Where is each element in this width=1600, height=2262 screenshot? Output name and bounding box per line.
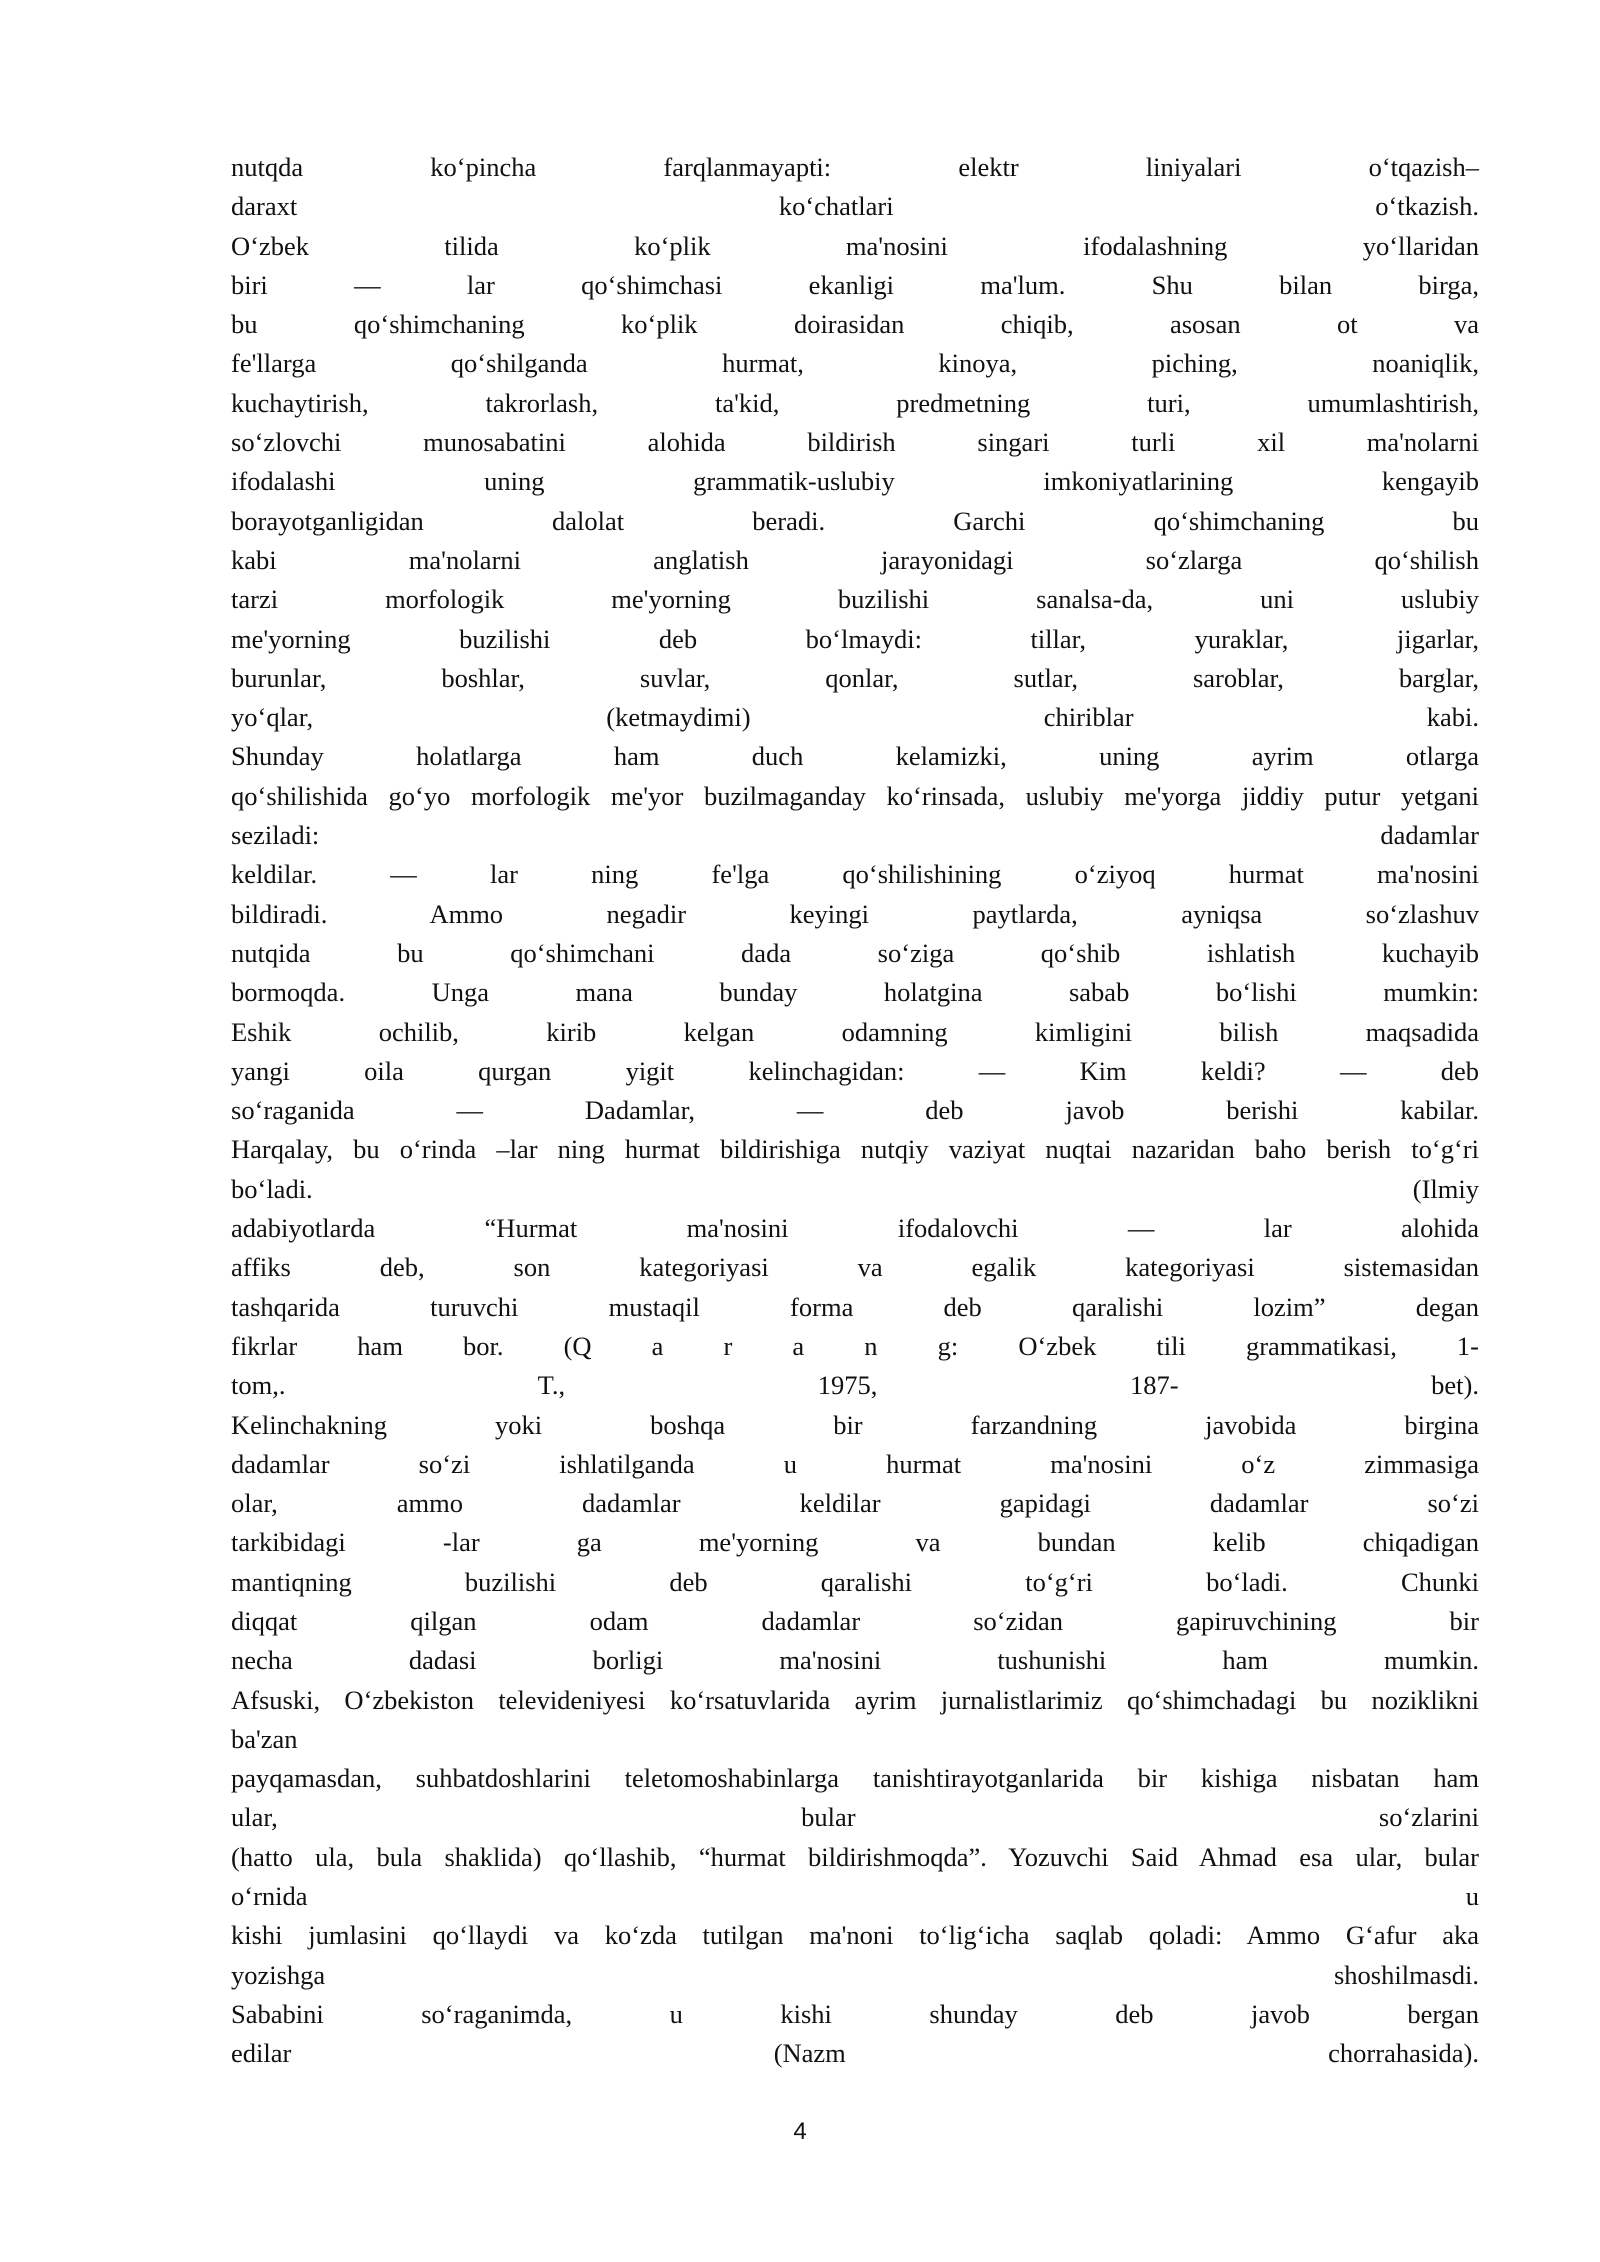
text-line: kuchaytirish, takrorlash, ta'kid, predmetning turi, umumlashtirish,: [231, 387, 1479, 418]
text-line: dadamlar so‘zi ishlatilganda u hurmat ma'nosini o‘z zimmasiga: [231, 1448, 1479, 1479]
text-line: tashqarida turuvchi mustaqil forma deb qaralishi lozim” degan: [231, 1291, 1479, 1322]
text-line: (hatto ula, bula shaklida) qo‘llashib, “hurmat bildirishmoqda”. Yozuvchi Said Ahmad esa ular, bular: [231, 1841, 1479, 1872]
text-line: fe'llarga qo‘shilganda hurmat, kinoya, piching, noaniqlik,: [231, 348, 1479, 379]
text-line: O‘zbek tilida ko‘plik ma'nosini ifodalashning yo‘llaridan: [231, 230, 1479, 261]
text-line: nutqda ko‘pincha farqlanmayapti: elektr liniyalari o‘tqazish–: [231, 152, 1479, 182]
text-line: Sababini so‘raganimda, u kishi shunday deb javob bergan: [231, 1998, 1479, 2029]
text-line: biri — lar qo‘shimchasi ekanligi ma'lum. Shu bilan birga,: [231, 269, 1479, 300]
text-line: adabiyotlarda “Hurmat ma'nosini ifodalovchi — lar alohida: [231, 1213, 1479, 1244]
text-line: Kelinchakning yoki boshqa bir farzandning javobida birgina: [231, 1409, 1479, 1440]
text-line: tom,. T., 1975, 187- bet).: [231, 1370, 1479, 1401]
text-line: yo‘qlar, (ketmaydimi) chiriblar kabi.: [231, 702, 1479, 733]
text-line: ifodalashi uning grammatik-uslubiy imkoniyatlarining kengayib: [231, 466, 1479, 497]
text-line: bildiradi. Ammo negadir keyingi paytlarda, ayniqsa so‘zlashuv: [231, 898, 1479, 929]
text-line: bu qo‘shimchaning ko‘plik doirasidan chiqib, asosan ot va: [231, 309, 1479, 340]
body-text: [231, 148, 1479, 2074]
text-line: necha dadasi borligi ma'nosini tushunishi ham mumkin.: [231, 1645, 1479, 1676]
text-line: so‘raganida — Dadamlar, — deb javob berishi kabilar.: [231, 1095, 1479, 1126]
text-line: qo‘shilishida go‘yo morfologik me'yor buzilmaganday ko‘rinsada, uslubiy me'yorga jiddiy putur yetgani: [231, 780, 1479, 811]
text-line: mantiqning buzilishi deb qaralishi to‘g‘ri bo‘ladi. Chunki: [231, 1566, 1479, 1597]
text-line: bormoqda. Unga mana bunday holatgina sabab bo‘lishi mumkin:: [231, 977, 1479, 1008]
text-line: kishi jumlasini qo‘llaydi va ko‘zda tutilgan ma'noni to‘lig‘icha saqlab qoladi: Ammo G‘afur aka: [231, 1920, 1479, 1951]
text-line: keldilar. — lar ning fe'lga qo‘shilishining o‘ziyoq hurmat ma'nosini: [231, 859, 1479, 890]
text-line: seziladi: dadamlar: [231, 820, 1479, 851]
text-line: tarzi morfologik me'yorning buzilishi sanalsa-da, uni uslubiy: [231, 584, 1479, 615]
text-line: edilar (Nazm chorrahasida).: [231, 2038, 1479, 2069]
text-line: ba'zan: [231, 1723, 298, 1754]
text-line: Shunday holatlarga ham duch kelamizki, uning ayrim otlarga: [231, 741, 1479, 772]
page-number: 4: [793, 2118, 807, 2145]
text-line: fikrlar ham bor. (Q a r a n g: O‘zbek tili grammatikasi, 1-: [231, 1330, 1479, 1361]
text-line: tarkibidagi -lar ga me'yorning va bundan kelib chiqadigan: [231, 1527, 1479, 1558]
text-line: borayotganligidan dalolat beradi. Garchi qo‘shimchaning bu: [231, 505, 1479, 536]
text-line: daraxt ko‘chatlari o‘tkazish.: [231, 191, 1479, 222]
text-line: olar, ammo dadamlar keldilar gapidagi dadamlar so‘zi: [231, 1488, 1479, 1519]
text-line: yangi oila qurgan yigit kelinchagidan: — Kim keldi? — deb: [231, 1055, 1479, 1086]
text-line: kabi ma'nolarni anglatish jarayonidagi so‘zlarga qo‘shilish: [231, 544, 1479, 575]
text-line: Harqalay, bu o‘rinda –lar ning hurmat bildirishiga nutqiy vaziyat nuqtai nazaridan baho berish to‘g‘ri: [231, 1134, 1479, 1165]
text-line: o‘rnida u: [231, 1881, 1479, 1912]
text-line: payqamasdan, suhbatdoshlarini teletomoshabinlarga tanishtirayotganlarida bir kishiga nisbatan ham: [231, 1763, 1479, 1794]
text-line: me'yorning buzilishi deb bo‘lmaydi: tillar, yuraklar, jigarlar,: [231, 623, 1479, 654]
text-line: affiks deb, son kategoriyasi va egalik kategoriyasi sistemasidan: [231, 1252, 1479, 1283]
text-line: diqqat qilgan odam dadamlar so‘zidan gapiruvchining bir: [231, 1605, 1479, 1636]
text-line: ular, bular so‘zlarini: [231, 1802, 1479, 1833]
text-line: Afsuski, O‘zbekiston televideniyesi ko‘rsatuvlarida ayrim jurnalistlarimiz qo‘shimchadagi bu noziklikni: [231, 1684, 1479, 1715]
text-line: burunlar, boshlar, suvlar, qonlar, sutlar, saroblar, barglar,: [231, 662, 1479, 693]
text-line: yozishga shoshilmasdi.: [231, 1959, 1479, 1990]
text-line: bo‘ladi. (Ilmiy: [231, 1173, 1479, 1204]
text-line: nutqida bu qo‘shimchani dada so‘ziga qo‘shib ishlatish kuchayib: [231, 937, 1479, 968]
text-line: Eshik ochilib, kirib kelgan odamning kimligini bilish maqsadida: [231, 1016, 1479, 1047]
text-line: so‘zlovchi munosabatini alohida bildirish singari turli xil ma'nolarni: [231, 427, 1479, 458]
